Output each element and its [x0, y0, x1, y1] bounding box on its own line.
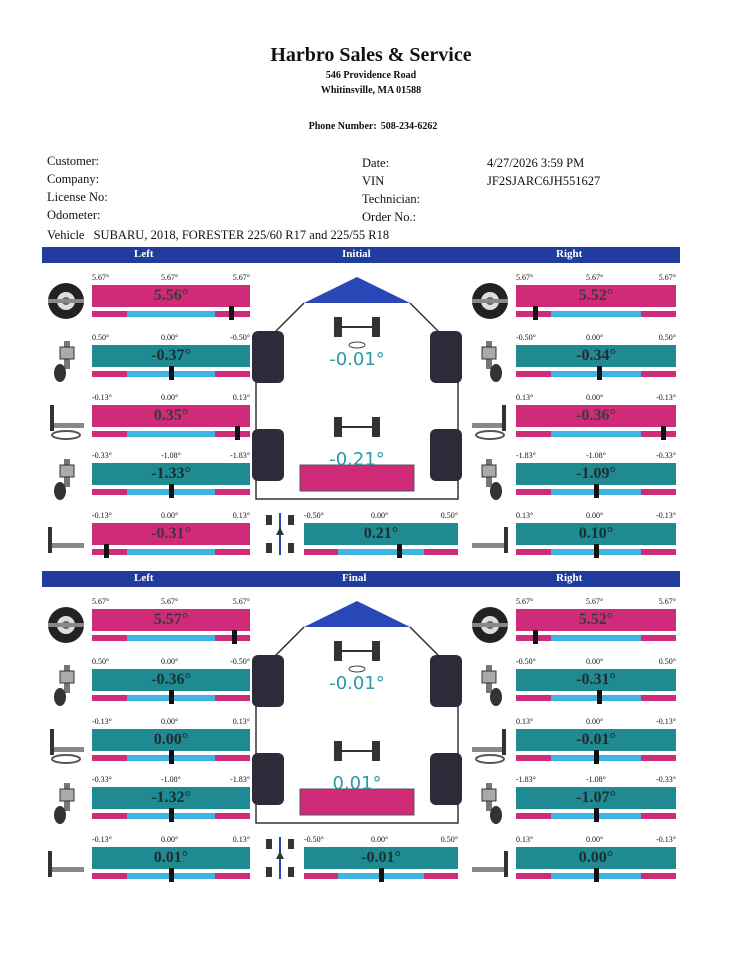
- range-min: -1.83°: [516, 451, 536, 460]
- left-gauge-camber-rear: [92, 451, 250, 501]
- right-gauge-camber-rear: [516, 775, 676, 825]
- vehicle-diagram: [246, 269, 468, 509]
- range-min: 0.13°: [516, 717, 534, 726]
- axle-icon: [468, 841, 512, 885]
- range-max: 0.13°: [232, 835, 250, 844]
- scale-out-low: [92, 813, 127, 819]
- range-min: 0.50°: [92, 657, 110, 666]
- axle-icon: [44, 517, 88, 561]
- range-min: -0.50°: [516, 333, 536, 342]
- left-gauge-caster: [92, 273, 250, 323]
- steering-icon: [44, 723, 88, 767]
- range-mid: 0.00°: [371, 511, 389, 520]
- scale-out-low: [516, 813, 551, 819]
- range-mid: 0.00°: [586, 511, 604, 520]
- range-mid: 0.00°: [161, 511, 179, 520]
- measured-value: 0.35°: [92, 405, 250, 427]
- range-mid: -1.08°: [586, 451, 606, 460]
- tolerance-scale: [92, 635, 250, 641]
- scale-in-spec: [551, 431, 641, 437]
- value-marker: [594, 808, 599, 822]
- measured-value: -0.34°: [516, 345, 676, 367]
- range-min: -0.50°: [304, 511, 324, 520]
- value-marker: [379, 868, 384, 882]
- tolerance-scale: [516, 311, 676, 317]
- scale-out-low: [92, 489, 127, 495]
- vehicle-line: [47, 226, 389, 244]
- left-gauge-camber-front: [92, 657, 250, 707]
- scale-out-low: [92, 371, 127, 377]
- wheel-icon: [44, 603, 88, 647]
- scale-out-high: [424, 873, 458, 879]
- range-mid: 0.00°: [371, 835, 389, 844]
- scale-out-low: [516, 431, 551, 437]
- value-marker: [597, 366, 602, 380]
- wheel-icon: [44, 279, 88, 323]
- scale-out-low: [516, 873, 551, 879]
- range-mid: 5.67°: [586, 273, 604, 282]
- phone-line: [0, 121, 742, 132]
- range-mid: 0.00°: [586, 657, 604, 666]
- section-header-band: [42, 571, 680, 587]
- scale-out-high: [424, 549, 458, 555]
- steering-icon: [468, 723, 512, 767]
- scale-in-spec: [551, 311, 641, 317]
- range-min: -0.13°: [92, 511, 112, 520]
- range-max: -0.50°: [230, 333, 250, 342]
- left-gauge-toe-rear: [92, 511, 250, 561]
- measured-value: 0.21°: [304, 523, 458, 545]
- range-mid: -1.08°: [161, 775, 181, 784]
- measured-value: 5.52°: [516, 285, 676, 307]
- range-max: 5.67°: [658, 597, 676, 606]
- value-marker: [594, 750, 599, 764]
- measured-value: -0.36°: [516, 405, 676, 427]
- vehicle-value: SUBARU, 2018, FORESTER 225/60 R17 and 225/55 R18: [93, 228, 390, 242]
- left-gauge-camber-rear: [92, 775, 250, 825]
- range-max: 0.50°: [440, 835, 458, 844]
- thrust-angle-icon: [262, 835, 298, 881]
- front-total-toe: -0.01°: [329, 349, 385, 370]
- scale-out-low: [516, 755, 551, 761]
- thrust-angle-icon: [262, 511, 298, 557]
- range-max: 5.67°: [658, 273, 676, 282]
- section-title: Initial: [342, 248, 371, 260]
- scale-out-low: [92, 755, 127, 761]
- tolerance-scale: [92, 311, 250, 317]
- vehicle-label: Vehicle: [47, 228, 85, 242]
- steering-icon: [44, 399, 88, 443]
- range-min: -0.50°: [516, 657, 536, 666]
- value-marker: [169, 690, 174, 704]
- range-min: -1.83°: [516, 775, 536, 784]
- scale-in-spec: [127, 311, 215, 317]
- scale-out-high: [641, 371, 676, 377]
- scale-out-low: [92, 635, 127, 641]
- strut-icon: [44, 339, 88, 383]
- scale-out-high: [215, 371, 250, 377]
- value-marker: [594, 484, 599, 498]
- value-marker: [594, 868, 599, 882]
- info-left: [47, 152, 108, 224]
- right-gauge-caster: [516, 597, 676, 647]
- range-min: 5.67°: [92, 597, 110, 606]
- section-final: [0, 571, 742, 891]
- value-marker: [594, 544, 599, 558]
- range-max: 0.50°: [440, 511, 458, 520]
- range-max: 0.13°: [232, 717, 250, 726]
- left-gauge-camber-front: [92, 333, 250, 383]
- range-max: -0.50°: [230, 657, 250, 666]
- value-marker: [169, 366, 174, 380]
- scale-out-low: [92, 549, 127, 555]
- right-gauge-camber-rear: [516, 451, 676, 501]
- range-min: -0.13°: [92, 393, 112, 402]
- scale-out-low: [304, 873, 338, 879]
- value-marker: [169, 750, 174, 764]
- strut-icon: [44, 457, 88, 501]
- range-max: 0.50°: [658, 657, 676, 666]
- range-min: -0.13°: [92, 835, 112, 844]
- phone-label: Phone Number:: [308, 121, 377, 132]
- axle-icon: [468, 517, 512, 561]
- range-min: -0.33°: [92, 451, 112, 460]
- scale-out-low: [92, 695, 127, 701]
- vehicle-diagram: [246, 593, 468, 833]
- range-max: -0.13°: [656, 393, 676, 402]
- value-marker: [169, 484, 174, 498]
- measured-value: -1.33°: [92, 463, 250, 485]
- info-mid: [362, 154, 420, 226]
- value-marker: [533, 630, 538, 644]
- scale-out-high: [641, 549, 676, 555]
- measured-value: -0.01°: [516, 729, 676, 751]
- thrust-angle-gauge: [304, 511, 458, 561]
- wheel-icon: [468, 603, 512, 647]
- range-max: -1.83°: [230, 775, 250, 784]
- scale-out-high: [641, 755, 676, 761]
- odometer-label: Odometer:: [47, 208, 101, 222]
- section-header-band: [42, 247, 680, 263]
- vin-value: JF2SJARC6JH551627: [487, 174, 601, 188]
- measured-value: 5.56°: [92, 285, 250, 307]
- range-mid: -1.08°: [586, 775, 606, 784]
- measured-value: -1.09°: [516, 463, 676, 485]
- tolerance-scale: [92, 549, 250, 555]
- scale-out-high: [215, 755, 250, 761]
- right-label: Right: [556, 248, 583, 260]
- vin-label: VIN: [362, 174, 385, 188]
- range-max: 5.67°: [232, 597, 250, 606]
- range-mid: 0.00°: [161, 657, 179, 666]
- scale-out-low: [304, 549, 338, 555]
- tolerance-scale: [516, 635, 676, 641]
- scale-out-high: [641, 311, 676, 317]
- scale-in-spec: [551, 635, 641, 641]
- left-label: Left: [134, 248, 154, 260]
- measured-value: -0.36°: [92, 669, 250, 691]
- scale-out-high: [641, 635, 676, 641]
- value-marker: [104, 544, 109, 558]
- value-marker: [235, 426, 240, 440]
- scale-out-high: [215, 489, 250, 495]
- range-mid: 0.00°: [586, 333, 604, 342]
- thrust-angle-gauge: [304, 835, 458, 885]
- range-mid: 0.00°: [161, 393, 179, 402]
- range-min: 0.13°: [516, 511, 534, 520]
- left-gauge-caster: [92, 597, 250, 647]
- left-gauge-toe-front: [92, 717, 250, 767]
- strut-icon: [468, 457, 512, 501]
- scale-out-high: [215, 873, 250, 879]
- measured-value: 5.57°: [92, 609, 250, 631]
- range-min: 5.67°: [516, 597, 534, 606]
- strut-icon: [468, 663, 512, 707]
- value-marker: [232, 630, 237, 644]
- scale-out-low: [516, 371, 551, 377]
- scale-out-low: [516, 549, 551, 555]
- left-label: Left: [134, 572, 154, 584]
- right-gauge-toe-front: [516, 717, 676, 767]
- value-marker: [397, 544, 402, 558]
- scale-out-low: [92, 311, 127, 317]
- front-total-toe: -0.01°: [329, 673, 385, 694]
- measured-value: -1.32°: [92, 787, 250, 809]
- date-label: Date:: [362, 156, 390, 170]
- value-marker: [597, 690, 602, 704]
- section-initial: [0, 247, 742, 567]
- range-min: 0.13°: [516, 393, 534, 402]
- scale-out-high: [641, 813, 676, 819]
- right-gauge-caster: [516, 273, 676, 323]
- range-mid: 5.67°: [161, 273, 179, 282]
- rear-total-toe: 0.01°: [332, 773, 382, 794]
- scale-out-low: [516, 489, 551, 495]
- measured-value: 0.00°: [516, 847, 676, 869]
- range-max: -0.33°: [656, 775, 676, 784]
- value-marker: [169, 808, 174, 822]
- range-mid: 0.00°: [161, 835, 179, 844]
- address-line-1: 546 Providence Road: [325, 70, 417, 81]
- scale-out-low: [92, 431, 127, 437]
- range-max: 0.13°: [232, 393, 250, 402]
- scale-out-high: [641, 695, 676, 701]
- strut-icon: [44, 663, 88, 707]
- right-gauge-camber-front: [516, 657, 676, 707]
- range-mid: 0.00°: [161, 333, 179, 342]
- range-max: -0.33°: [656, 451, 676, 460]
- scale-out-high: [215, 549, 250, 555]
- company-name: Harbro Sales & Service: [270, 44, 472, 66]
- measured-value: 0.00°: [92, 729, 250, 751]
- scale-in-spec: [127, 549, 215, 555]
- strut-icon: [468, 781, 512, 825]
- range-min: 0.13°: [516, 835, 534, 844]
- left-gauge-toe-rear: [92, 835, 250, 885]
- license-label: License No:: [47, 190, 108, 204]
- scale-out-high: [641, 431, 676, 437]
- range-min: -0.33°: [92, 775, 112, 784]
- scale-out-high: [215, 431, 250, 437]
- scale-in-spec: [338, 549, 424, 555]
- tolerance-scale: [304, 549, 458, 555]
- scale-out-high: [215, 695, 250, 701]
- info-right: [487, 154, 600, 190]
- range-min: 5.67°: [516, 273, 534, 282]
- range-min: 5.67°: [92, 273, 110, 282]
- tolerance-scale: [92, 431, 250, 437]
- range-max: -0.13°: [656, 717, 676, 726]
- range-mid: 5.67°: [586, 597, 604, 606]
- measured-value: -0.31°: [92, 523, 250, 545]
- measured-value: -0.01°: [304, 847, 458, 869]
- value-marker: [533, 306, 538, 320]
- range-min: -0.50°: [304, 835, 324, 844]
- right-gauge-camber-front: [516, 333, 676, 383]
- company-label: Company:: [47, 172, 100, 186]
- range-max: -1.83°: [230, 451, 250, 460]
- measured-value: -0.37°: [92, 345, 250, 367]
- range-max: 0.13°: [232, 511, 250, 520]
- left-gauge-toe-front: [92, 393, 250, 443]
- wheel-icon: [468, 279, 512, 323]
- value-marker: [661, 426, 666, 440]
- customer-label: Customer:: [47, 154, 100, 168]
- range-mid: 0.00°: [586, 717, 604, 726]
- right-gauge-toe-rear: [516, 835, 676, 885]
- range-mid: 0.00°: [161, 717, 179, 726]
- range-max: 5.67°: [232, 273, 250, 282]
- range-min: -0.13°: [92, 717, 112, 726]
- range-min: 0.50°: [92, 333, 110, 342]
- strut-icon: [44, 781, 88, 825]
- axle-icon: [44, 841, 88, 885]
- range-max: -0.13°: [656, 835, 676, 844]
- address-line-2: Whitinsville, MA 01588: [320, 85, 422, 96]
- order-label: Order No.:: [362, 210, 417, 224]
- rear-total-toe: -0.21°: [329, 449, 385, 470]
- scale-out-high: [641, 489, 676, 495]
- date-value: 4/27/2026 3:59 PM: [487, 156, 585, 170]
- scale-in-spec: [127, 431, 215, 437]
- scale-out-high: [215, 813, 250, 819]
- strut-icon: [468, 339, 512, 383]
- range-max: 0.50°: [658, 333, 676, 342]
- measured-value: 0.01°: [92, 847, 250, 869]
- scale-out-high: [641, 873, 676, 879]
- range-mid: 5.67°: [161, 597, 179, 606]
- right-gauge-toe-rear: [516, 511, 676, 561]
- range-mid: 0.00°: [586, 393, 604, 402]
- measured-value: 0.10°: [516, 523, 676, 545]
- measured-value: -0.31°: [516, 669, 676, 691]
- scale-out-low: [92, 873, 127, 879]
- tolerance-scale: [516, 431, 676, 437]
- scale-in-spec: [127, 635, 215, 641]
- range-mid: -1.08°: [161, 451, 181, 460]
- measured-value: 5.52°: [516, 609, 676, 631]
- value-marker: [229, 306, 234, 320]
- technician-label: Technician:: [362, 192, 421, 206]
- range-mid: 0.00°: [586, 835, 604, 844]
- range-max: -0.13°: [656, 511, 676, 520]
- measured-value: -1.07°: [516, 787, 676, 809]
- steering-icon: [468, 399, 512, 443]
- value-marker: [169, 868, 174, 882]
- section-title: Final: [342, 572, 367, 584]
- scale-out-low: [516, 695, 551, 701]
- right-gauge-toe-front: [516, 393, 676, 443]
- phone-number: 508-234-6262: [380, 121, 438, 132]
- right-label: Right: [556, 572, 583, 584]
